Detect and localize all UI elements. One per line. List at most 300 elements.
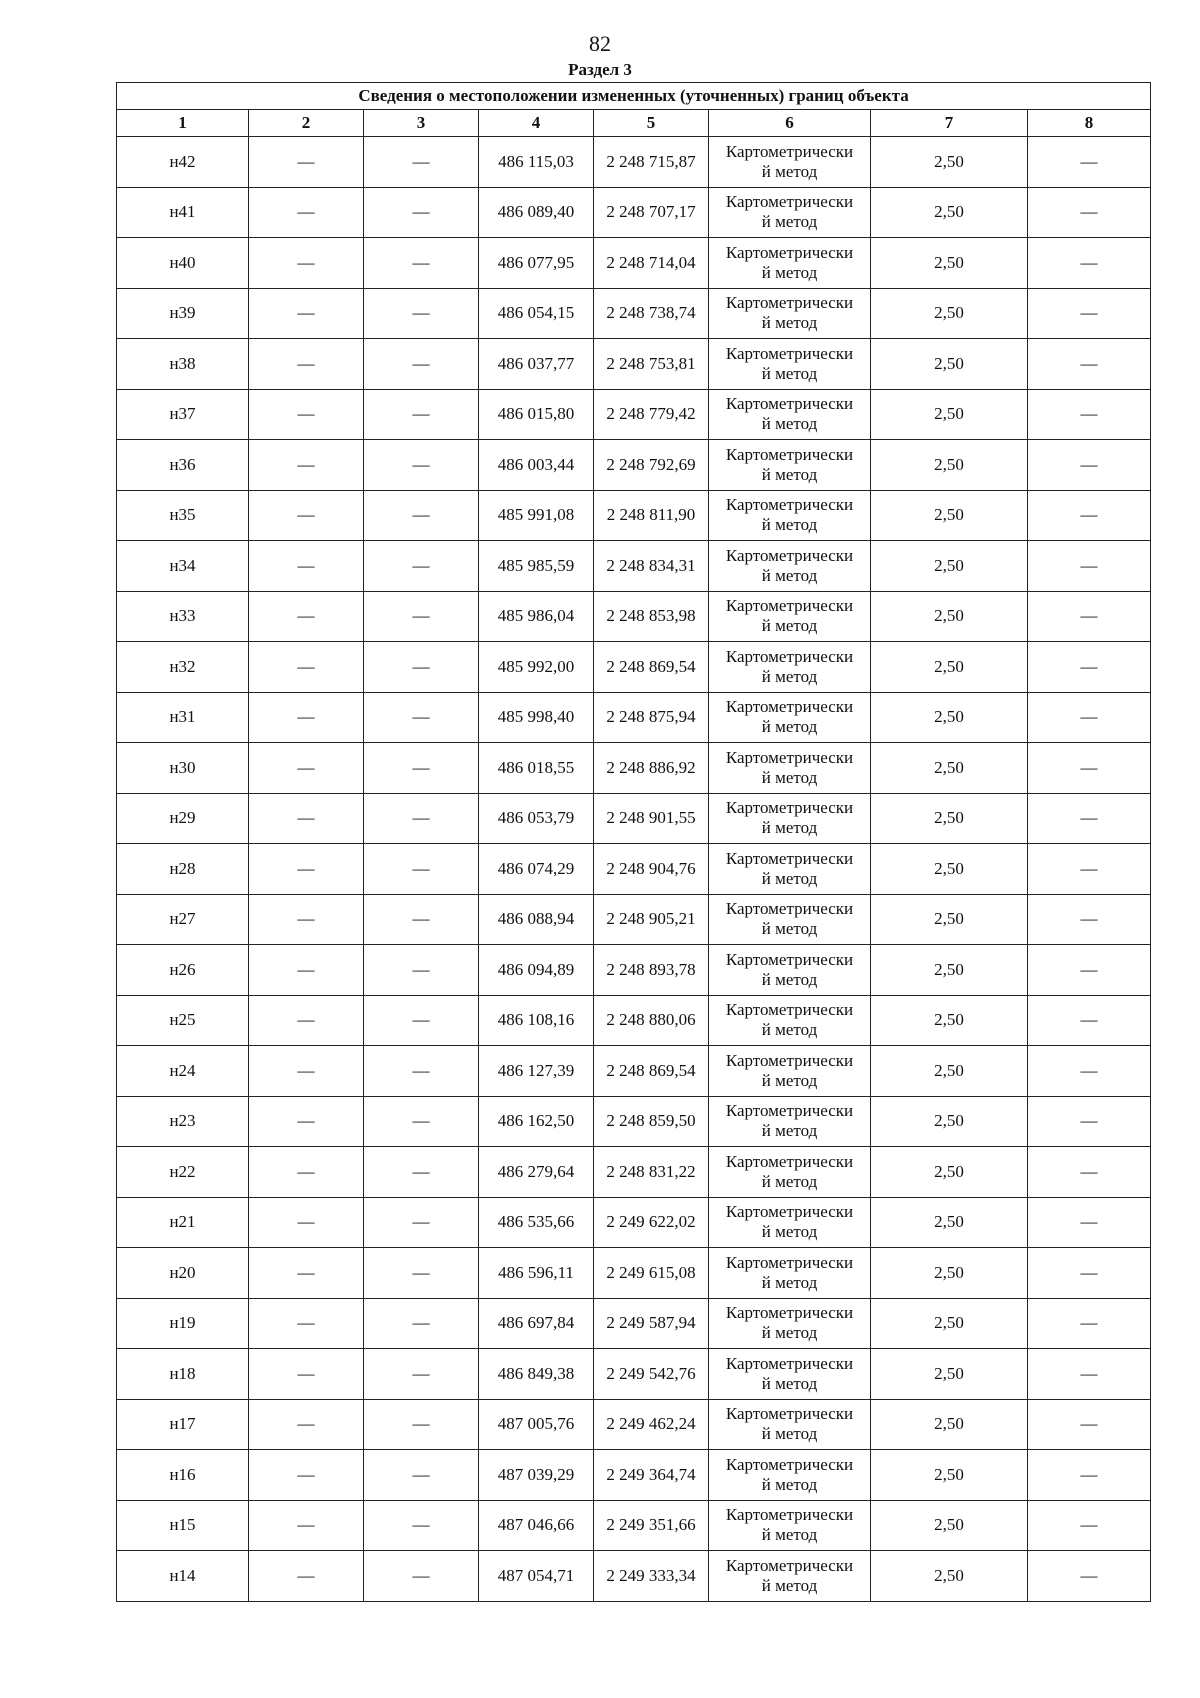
coordinate-y-cell: 2 248 869,54 bbox=[594, 1046, 709, 1097]
accuracy-cell: 2,50 bbox=[871, 793, 1028, 844]
coordinate-x-cell: 486 037,77 bbox=[479, 339, 594, 390]
column-header: 7 bbox=[871, 110, 1028, 137]
table-row bbox=[117, 743, 1151, 794]
coordinate-x-cell: 485 992,00 bbox=[479, 642, 594, 693]
column-8-cell: — bbox=[1028, 1046, 1151, 1097]
method-text-line-1: Картометрически bbox=[725, 343, 854, 363]
coordinate-y-cell: 2 249 351,66 bbox=[594, 1500, 709, 1551]
point-id-cell: н20 bbox=[117, 1248, 249, 1299]
column-3-cell: — bbox=[364, 137, 479, 188]
table-row bbox=[117, 440, 1151, 491]
method-cell bbox=[709, 1298, 871, 1349]
point-id-cell: н25 bbox=[117, 995, 249, 1046]
coordinate-x-cell: 486 697,84 bbox=[479, 1298, 594, 1349]
accuracy-cell: 2,50 bbox=[871, 844, 1028, 895]
accuracy-cell: 2,50 bbox=[871, 187, 1028, 238]
method-text-line-2: й метод bbox=[761, 1121, 818, 1141]
coordinate-x-cell: 486 108,16 bbox=[479, 995, 594, 1046]
coordinate-x-cell: 486 279,64 bbox=[479, 1147, 594, 1198]
method-text-line-2: й метод bbox=[761, 666, 818, 686]
method-text-line-1: Картометрически bbox=[725, 1101, 854, 1121]
method-text-line-1: Картометрически bbox=[725, 192, 854, 212]
column-2-cell: — bbox=[249, 844, 364, 895]
method-text-line-2: й метод bbox=[761, 969, 818, 989]
table-row bbox=[117, 1551, 1151, 1602]
table-row bbox=[117, 591, 1151, 642]
column-3-cell: — bbox=[364, 238, 479, 289]
accuracy-cell: 2,50 bbox=[871, 743, 1028, 794]
method-text-line-2: й метод bbox=[761, 1323, 818, 1343]
method-text-line-2: й метод bbox=[761, 1373, 818, 1393]
method-text-line-1: Картометрически bbox=[725, 1252, 854, 1272]
method-cell bbox=[709, 945, 871, 996]
point-id-cell: н22 bbox=[117, 1147, 249, 1198]
table-row bbox=[117, 1349, 1151, 1400]
table-row bbox=[117, 793, 1151, 844]
method-cell bbox=[709, 642, 871, 693]
column-3-cell: — bbox=[364, 1551, 479, 1602]
column-8-cell: — bbox=[1028, 945, 1151, 996]
point-id-cell: н17 bbox=[117, 1399, 249, 1450]
point-id-cell: н42 bbox=[117, 137, 249, 188]
column-8-cell: — bbox=[1028, 844, 1151, 895]
method-cell bbox=[709, 844, 871, 895]
accuracy-cell: 2,50 bbox=[871, 1096, 1028, 1147]
coordinate-x-cell: 486 094,89 bbox=[479, 945, 594, 996]
method-text-line-2: й метод bbox=[761, 1070, 818, 1090]
column-header: 3 bbox=[364, 110, 479, 137]
method-cell bbox=[709, 1147, 871, 1198]
column-8-cell: — bbox=[1028, 1298, 1151, 1349]
column-2-cell: — bbox=[249, 389, 364, 440]
accuracy-cell: 2,50 bbox=[871, 945, 1028, 996]
coordinate-x-cell: 485 986,04 bbox=[479, 591, 594, 642]
method-text-line-1: Картометрически bbox=[725, 596, 854, 616]
method-text-line-2: й метод bbox=[761, 464, 818, 484]
method-text-line-1: Картометрически bbox=[725, 495, 854, 515]
column-8-cell: — bbox=[1028, 137, 1151, 188]
column-2-cell: — bbox=[249, 1197, 364, 1248]
method-cell bbox=[709, 995, 871, 1046]
table-row bbox=[117, 894, 1151, 945]
accuracy-cell: 2,50 bbox=[871, 1046, 1028, 1097]
coordinate-y-cell: 2 249 622,02 bbox=[594, 1197, 709, 1248]
column-header: 5 bbox=[594, 110, 709, 137]
accuracy-cell: 2,50 bbox=[871, 642, 1028, 693]
method-cell bbox=[709, 187, 871, 238]
column-3-cell: — bbox=[364, 1399, 479, 1450]
column-2-cell: — bbox=[249, 1500, 364, 1551]
table-caption-row bbox=[117, 83, 1151, 110]
point-id-cell: н29 bbox=[117, 793, 249, 844]
column-3-cell: — bbox=[364, 844, 479, 895]
method-text-line-1: Картометрически bbox=[725, 293, 854, 313]
table-row bbox=[117, 1248, 1151, 1299]
method-text-line-1: Картометрически bbox=[725, 899, 854, 919]
column-3-cell: — bbox=[364, 1500, 479, 1551]
table-row bbox=[117, 1046, 1151, 1097]
accuracy-cell: 2,50 bbox=[871, 440, 1028, 491]
method-cell bbox=[709, 440, 871, 491]
column-3-cell: — bbox=[364, 1046, 479, 1097]
method-text-line-1: Картометрически bbox=[725, 1454, 854, 1474]
coordinate-y-cell: 2 248 792,69 bbox=[594, 440, 709, 491]
column-3-cell: — bbox=[364, 995, 479, 1046]
method-text-line-2: й метод bbox=[761, 1171, 818, 1191]
coordinate-x-cell: 486 596,11 bbox=[479, 1248, 594, 1299]
column-8-cell: — bbox=[1028, 389, 1151, 440]
column-8-cell: — bbox=[1028, 692, 1151, 743]
table-row bbox=[117, 187, 1151, 238]
column-8-cell: — bbox=[1028, 591, 1151, 642]
accuracy-cell: 2,50 bbox=[871, 1450, 1028, 1501]
table-row bbox=[117, 1399, 1151, 1450]
coordinate-y-cell: 2 248 859,50 bbox=[594, 1096, 709, 1147]
method-text-line-1: Картометрически bbox=[725, 1151, 854, 1171]
method-text-line-1: Картометрически bbox=[725, 141, 854, 161]
column-8-cell: — bbox=[1028, 1248, 1151, 1299]
point-id-cell: н36 bbox=[117, 440, 249, 491]
column-2-cell: — bbox=[249, 1096, 364, 1147]
method-cell bbox=[709, 541, 871, 592]
column-8-cell: — bbox=[1028, 541, 1151, 592]
point-id-cell: н26 bbox=[117, 945, 249, 996]
column-2-cell: — bbox=[249, 1248, 364, 1299]
column-3-cell: — bbox=[364, 591, 479, 642]
accuracy-cell: 2,50 bbox=[871, 1500, 1028, 1551]
table-body bbox=[117, 137, 1151, 1602]
method-text-line-1: Картометрически bbox=[725, 242, 854, 262]
method-text-line-2: й метод bbox=[761, 1222, 818, 1242]
method-text-line-1: Картометрически bbox=[725, 848, 854, 868]
table-row bbox=[117, 844, 1151, 895]
point-id-cell: н32 bbox=[117, 642, 249, 693]
coordinate-x-cell: 486 054,15 bbox=[479, 288, 594, 339]
column-8-cell: — bbox=[1028, 238, 1151, 289]
column-8-cell: — bbox=[1028, 1147, 1151, 1198]
column-header: 6 bbox=[709, 110, 871, 137]
point-id-cell: н30 bbox=[117, 743, 249, 794]
table-row bbox=[117, 490, 1151, 541]
coordinate-y-cell: 2 248 901,55 bbox=[594, 793, 709, 844]
method-text-line-2: й метод bbox=[761, 616, 818, 636]
column-3-cell: — bbox=[364, 1248, 479, 1299]
accuracy-cell: 2,50 bbox=[871, 1298, 1028, 1349]
point-id-cell: н38 bbox=[117, 339, 249, 390]
method-text-line-2: й метод bbox=[761, 565, 818, 585]
table-row bbox=[117, 288, 1151, 339]
column-8-cell: — bbox=[1028, 894, 1151, 945]
table-row bbox=[117, 339, 1151, 390]
method-text-line-1: Картометрически bbox=[725, 545, 854, 565]
coordinate-y-cell: 2 248 753,81 bbox=[594, 339, 709, 390]
method-cell bbox=[709, 894, 871, 945]
column-8-cell: — bbox=[1028, 339, 1151, 390]
method-cell bbox=[709, 490, 871, 541]
column-3-cell: — bbox=[364, 288, 479, 339]
column-3-cell: — bbox=[364, 945, 479, 996]
method-text-line-2: й метод bbox=[761, 717, 818, 737]
section-title: Раздел 3 bbox=[568, 60, 632, 79]
method-text-line-1: Картометрически bbox=[725, 949, 854, 969]
method-text-line-1: Картометрически bbox=[725, 1404, 854, 1424]
coordinate-y-cell: 2 248 904,76 bbox=[594, 844, 709, 895]
column-2-cell: — bbox=[249, 1046, 364, 1097]
point-id-cell: н23 bbox=[117, 1096, 249, 1147]
column-8-cell: — bbox=[1028, 1096, 1151, 1147]
column-2-cell: — bbox=[249, 894, 364, 945]
method-cell bbox=[709, 288, 871, 339]
method-cell bbox=[709, 1450, 871, 1501]
column-2-cell: — bbox=[249, 995, 364, 1046]
coordinate-x-cell: 486 127,39 bbox=[479, 1046, 594, 1097]
point-id-cell: н31 bbox=[117, 692, 249, 743]
table-row bbox=[117, 541, 1151, 592]
method-cell bbox=[709, 1399, 871, 1450]
method-text-line-1: Картометрически bbox=[725, 1505, 854, 1525]
column-8-cell: — bbox=[1028, 793, 1151, 844]
coordinate-y-cell: 2 248 880,06 bbox=[594, 995, 709, 1046]
method-text-line-2: й метод bbox=[761, 414, 818, 434]
method-text-line-2: й метод bbox=[761, 363, 818, 383]
method-cell bbox=[709, 743, 871, 794]
column-2-cell: — bbox=[249, 692, 364, 743]
column-3-cell: — bbox=[364, 743, 479, 794]
method-text-line-2: й метод bbox=[761, 515, 818, 535]
column-3-cell: — bbox=[364, 894, 479, 945]
coordinate-x-cell: 486 018,55 bbox=[479, 743, 594, 794]
coordinate-x-cell: 486 162,50 bbox=[479, 1096, 594, 1147]
coordinate-x-cell: 487 046,66 bbox=[479, 1500, 594, 1551]
method-text-line-1: Картометрически bbox=[725, 1303, 854, 1323]
table-row bbox=[117, 692, 1151, 743]
point-id-cell: н41 bbox=[117, 187, 249, 238]
column-2-cell: — bbox=[249, 743, 364, 794]
column-header: 4 bbox=[479, 110, 594, 137]
method-cell bbox=[709, 1349, 871, 1400]
table-row bbox=[117, 945, 1151, 996]
coordinate-y-cell: 2 248 905,21 bbox=[594, 894, 709, 945]
column-2-cell: — bbox=[249, 238, 364, 289]
column-3-cell: — bbox=[364, 1298, 479, 1349]
column-header: 8 bbox=[1028, 110, 1151, 137]
table-row bbox=[117, 1197, 1151, 1248]
point-id-cell: н16 bbox=[117, 1450, 249, 1501]
accuracy-cell: 2,50 bbox=[871, 1399, 1028, 1450]
column-2-cell: — bbox=[249, 490, 364, 541]
column-2-cell: — bbox=[249, 1298, 364, 1349]
coordinate-y-cell: 2 249 542,76 bbox=[594, 1349, 709, 1400]
method-text-line-2: й метод bbox=[761, 919, 818, 939]
column-8-cell: — bbox=[1028, 440, 1151, 491]
accuracy-cell: 2,50 bbox=[871, 1248, 1028, 1299]
column-8-cell: — bbox=[1028, 743, 1151, 794]
column-2-cell: — bbox=[249, 541, 364, 592]
column-8-cell: — bbox=[1028, 995, 1151, 1046]
method-cell bbox=[709, 1500, 871, 1551]
coordinate-y-cell: 2 248 875,94 bbox=[594, 692, 709, 743]
accuracy-cell: 2,50 bbox=[871, 541, 1028, 592]
method-text-line-2: й метод bbox=[761, 1575, 818, 1595]
column-2-cell: — bbox=[249, 945, 364, 996]
column-8-cell: — bbox=[1028, 490, 1151, 541]
coordinate-y-cell: 2 249 364,74 bbox=[594, 1450, 709, 1501]
column-2-cell: — bbox=[249, 642, 364, 693]
column-2-cell: — bbox=[249, 288, 364, 339]
table-row bbox=[117, 389, 1151, 440]
accuracy-cell: 2,50 bbox=[871, 692, 1028, 743]
accuracy-cell: 2,50 bbox=[871, 238, 1028, 289]
method-cell bbox=[709, 238, 871, 289]
column-2-cell: — bbox=[249, 1450, 364, 1501]
method-text-line-1: Картометрически bbox=[725, 1050, 854, 1070]
coordinate-x-cell: 486 535,66 bbox=[479, 1197, 594, 1248]
point-id-cell: н21 bbox=[117, 1197, 249, 1248]
column-header: 1 bbox=[117, 110, 249, 137]
column-header: 2 bbox=[249, 110, 364, 137]
accuracy-cell: 2,50 bbox=[871, 1197, 1028, 1248]
column-3-cell: — bbox=[364, 642, 479, 693]
column-2-cell: — bbox=[249, 1399, 364, 1450]
coordinate-x-cell: 487 039,29 bbox=[479, 1450, 594, 1501]
accuracy-cell: 2,50 bbox=[871, 1349, 1028, 1400]
table-header-row bbox=[117, 110, 1151, 137]
method-text-line-2: й метод bbox=[761, 1424, 818, 1444]
coordinate-y-cell: 2 248 834,31 bbox=[594, 541, 709, 592]
method-cell bbox=[709, 1197, 871, 1248]
column-2-cell: — bbox=[249, 1551, 364, 1602]
method-cell bbox=[709, 692, 871, 743]
coordinate-x-cell: 486 849,38 bbox=[479, 1349, 594, 1400]
point-id-cell: н14 bbox=[117, 1551, 249, 1602]
point-id-cell: н35 bbox=[117, 490, 249, 541]
coordinate-y-cell: 2 248 853,98 bbox=[594, 591, 709, 642]
column-3-cell: — bbox=[364, 1349, 479, 1400]
point-id-cell: н39 bbox=[117, 288, 249, 339]
accuracy-cell: 2,50 bbox=[871, 591, 1028, 642]
column-8-cell: — bbox=[1028, 642, 1151, 693]
method-text-line-1: Картометрически bbox=[725, 798, 854, 818]
method-text-line-1: Картометрически bbox=[725, 1353, 854, 1373]
coordinate-y-cell: 2 248 886,92 bbox=[594, 743, 709, 794]
method-cell bbox=[709, 1551, 871, 1602]
point-id-cell: н19 bbox=[117, 1298, 249, 1349]
coordinate-y-cell: 2 248 738,74 bbox=[594, 288, 709, 339]
boundary-coordinates-table bbox=[116, 82, 1151, 1602]
coordinate-y-cell: 2 248 869,54 bbox=[594, 642, 709, 693]
method-cell bbox=[709, 793, 871, 844]
coordinate-y-cell: 2 248 831,22 bbox=[594, 1147, 709, 1198]
column-3-cell: — bbox=[364, 1450, 479, 1501]
point-id-cell: н34 bbox=[117, 541, 249, 592]
method-text-line-2: й метод bbox=[761, 212, 818, 232]
page-number: 82 bbox=[589, 31, 611, 56]
column-3-cell: — bbox=[364, 541, 479, 592]
coordinate-y-cell: 2 248 715,87 bbox=[594, 137, 709, 188]
method-cell bbox=[709, 1046, 871, 1097]
method-cell bbox=[709, 339, 871, 390]
table-row bbox=[117, 1500, 1151, 1551]
method-cell bbox=[709, 389, 871, 440]
table-row bbox=[117, 238, 1151, 289]
column-8-cell: — bbox=[1028, 1500, 1151, 1551]
column-8-cell: — bbox=[1028, 288, 1151, 339]
coordinate-x-cell: 486 074,29 bbox=[479, 844, 594, 895]
table-row bbox=[117, 1147, 1151, 1198]
column-8-cell: — bbox=[1028, 1349, 1151, 1400]
column-8-cell: — bbox=[1028, 1450, 1151, 1501]
method-text-line-1: Картометрически bbox=[725, 1555, 854, 1575]
method-text-line-1: Картометрически bbox=[725, 444, 854, 464]
method-text-line-1: Картометрически bbox=[725, 747, 854, 767]
method-cell bbox=[709, 1096, 871, 1147]
table-row bbox=[117, 1298, 1151, 1349]
column-3-cell: — bbox=[364, 1147, 479, 1198]
column-2-cell: — bbox=[249, 187, 364, 238]
method-text-line-2: й метод bbox=[761, 1020, 818, 1040]
coordinate-y-cell: 2 249 615,08 bbox=[594, 1248, 709, 1299]
coordinate-y-cell: 2 248 811,90 bbox=[594, 490, 709, 541]
coordinate-x-cell: 485 991,08 bbox=[479, 490, 594, 541]
column-3-cell: — bbox=[364, 1096, 479, 1147]
coordinate-y-cell: 2 248 893,78 bbox=[594, 945, 709, 996]
accuracy-cell: 2,50 bbox=[871, 490, 1028, 541]
column-3-cell: — bbox=[364, 1197, 479, 1248]
point-id-cell: н27 bbox=[117, 894, 249, 945]
column-3-cell: — bbox=[364, 793, 479, 844]
column-3-cell: — bbox=[364, 692, 479, 743]
method-text-line-1: Картометрически bbox=[725, 697, 854, 717]
column-2-cell: — bbox=[249, 591, 364, 642]
method-text-line-1: Картометрически bbox=[725, 394, 854, 414]
column-2-cell: — bbox=[249, 1147, 364, 1198]
coordinate-y-cell: 2 248 707,17 bbox=[594, 187, 709, 238]
point-id-cell: н18 bbox=[117, 1349, 249, 1400]
method-text-line-2: й метод bbox=[761, 1474, 818, 1494]
method-text-line-2: й метод bbox=[761, 868, 818, 888]
coordinate-x-cell: 486 089,40 bbox=[479, 187, 594, 238]
column-2-cell: — bbox=[249, 339, 364, 390]
coordinate-x-cell: 486 015,80 bbox=[479, 389, 594, 440]
point-id-cell: н33 bbox=[117, 591, 249, 642]
method-text-line-2: й метод bbox=[761, 1525, 818, 1545]
coordinate-y-cell: 2 248 714,04 bbox=[594, 238, 709, 289]
column-8-cell: — bbox=[1028, 1399, 1151, 1450]
method-text-line-1: Картометрически bbox=[725, 1202, 854, 1222]
point-id-cell: н37 bbox=[117, 389, 249, 440]
column-3-cell: — bbox=[364, 490, 479, 541]
coordinate-y-cell: 2 249 333,34 bbox=[594, 1551, 709, 1602]
coordinate-x-cell: 486 077,95 bbox=[479, 238, 594, 289]
accuracy-cell: 2,50 bbox=[871, 339, 1028, 390]
table-row bbox=[117, 1096, 1151, 1147]
column-2-cell: — bbox=[249, 793, 364, 844]
point-id-cell: н24 bbox=[117, 1046, 249, 1097]
table-row bbox=[117, 137, 1151, 188]
coordinate-x-cell: 485 998,40 bbox=[479, 692, 594, 743]
column-2-cell: — bbox=[249, 440, 364, 491]
point-id-cell: н40 bbox=[117, 238, 249, 289]
method-cell bbox=[709, 137, 871, 188]
point-id-cell: н15 bbox=[117, 1500, 249, 1551]
column-8-cell: — bbox=[1028, 187, 1151, 238]
method-text-line-2: й метод bbox=[761, 161, 818, 181]
coordinate-y-cell: 2 249 587,94 bbox=[594, 1298, 709, 1349]
column-2-cell: — bbox=[249, 137, 364, 188]
accuracy-cell: 2,50 bbox=[871, 1147, 1028, 1198]
column-8-cell: — bbox=[1028, 1551, 1151, 1602]
table-caption: Сведения о местоположении измененных (уточненных) границ объекта bbox=[117, 83, 1151, 110]
